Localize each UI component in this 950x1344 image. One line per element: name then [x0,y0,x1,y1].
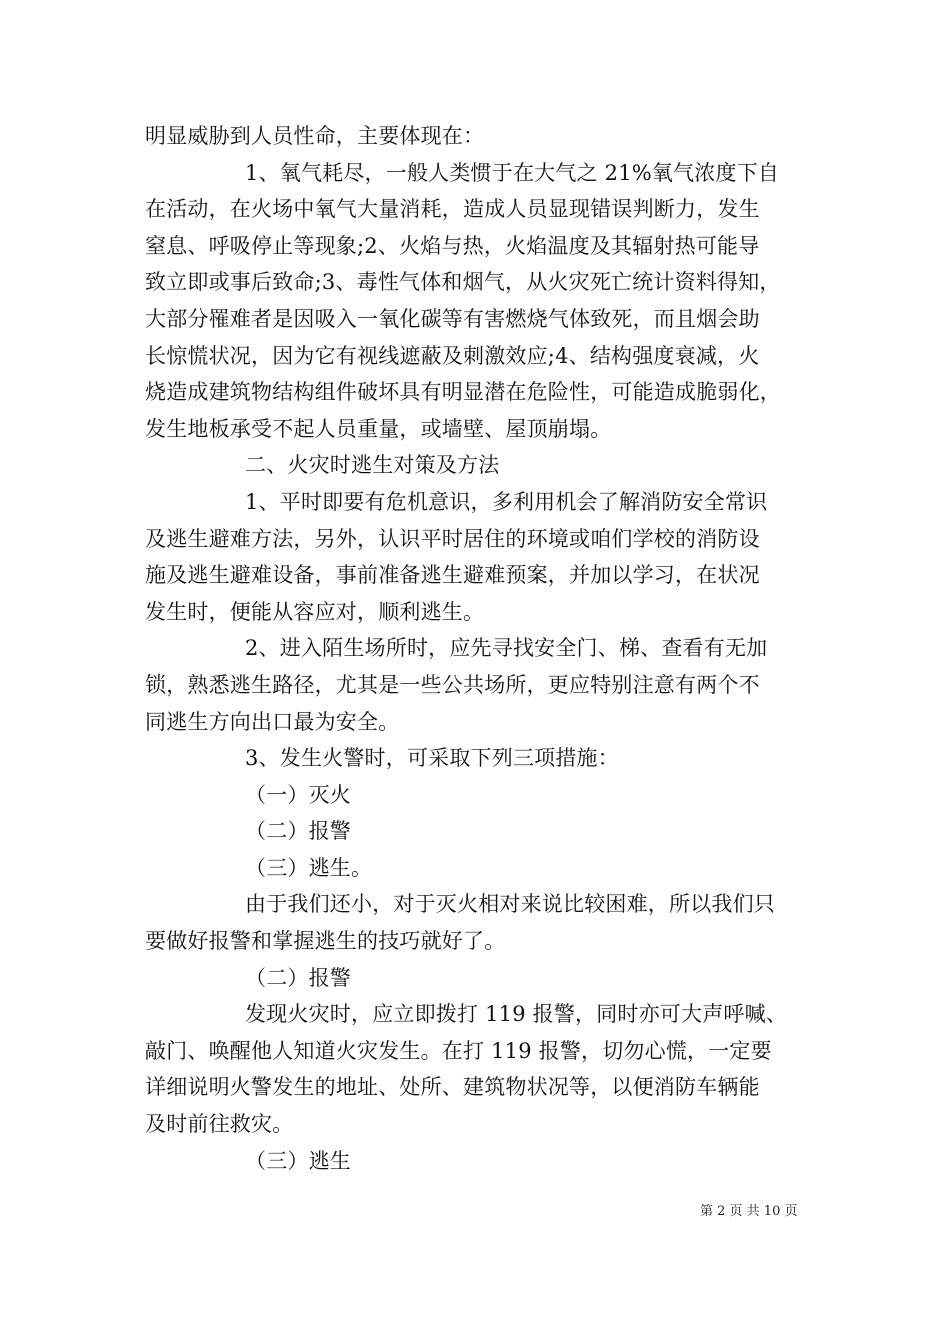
text-line: 1、平时即要有危机意识，多利用机会了解消防安全常识 [245,489,768,514]
text-line: 1、氧气耗尽，一般人类惯于在大气之 21%氧气浓度下自 [245,160,780,185]
text-line: 施及逃生避难设备，事前准备逃生避难预案，并加以学习，在状况 [145,563,760,588]
text-line: 在活动，在火场中氧气大量消耗，造成人员显现错误判断力，发生 [145,197,760,222]
text-line: 同逃生方向出口最为安全。 [145,709,400,734]
text-line: 要做好报警和掌握逃生的技巧就好了。 [145,929,506,954]
subsection-heading: （三）逃生 [245,1148,351,1173]
text-line: 窒息、呼吸停止等现象;2、火焰与热，火焰温度及其辐射热可能导 [145,233,760,258]
text-line: 明显威胁到人员性命，主要体现在： [145,124,485,148]
list-item: （二）报警 [245,819,351,844]
text-line: 发生时，便能从容应对，顺利逃生。 [145,599,485,624]
subsection-heading: （二）报警 [245,965,351,990]
text-line: 及逃生避难方法，另外，认识平时居住的环境或咱们学校的消防设 [145,526,760,551]
text-line: 发现火灾时，应立即拨打 119 报警，同时亦可大声呼喊、 [245,1002,788,1027]
text-line: 大部分罹难者是因吸入一氧化碳等有害燃烧气体致死，而且烟会助 [145,306,760,331]
text-line: 锁，熟悉逃生路径，尤其是一些公共场所，更应特别注意有两个不 [145,672,760,697]
list-item: （一）灭火 [245,782,351,807]
text-line: 长惊慌状况，因为它有视线遮蔽及刺激效应;4、结构强度衰减，火 [145,343,760,368]
list-item: （三）逃生。 [245,855,373,880]
section-heading: 二、火灾时逃生对策及方法 [245,453,500,478]
text-line: 敲门、唤醒他人知道火灾发生。在打 119 报警，切勿心慌，一定要 [145,1038,772,1063]
document-body [145,118,825,1179]
text-line: 详细说明火警发生的地址、处所、建筑物状况等，以便消防车辆能 [145,1075,760,1100]
page-number: 第 2 页 共 10 页 [700,1204,798,1219]
text-line: 3、发生火警时，可采取下列三项措施： [245,746,619,771]
text-line: 及时前往救灾。 [145,1112,294,1137]
text-line: 烧造成建筑物结构组件破坏具有明显潜在危险性，可能造成脆弱化， [145,380,781,405]
text-line: 发生地板承受不起人员重量，或墙壁、屋顶崩塌。 [145,416,612,441]
text-line: 2、进入陌生场所时，应先寻找安全门、梯、查看有无加 [245,636,768,661]
text-line: 致立即或事后致命;3、毒性气体和烟气，从火灾死亡统计资料得知， [145,270,781,295]
text-line: 由于我们还小，对于灭火相对来说比较困难，所以我们只 [245,892,775,917]
